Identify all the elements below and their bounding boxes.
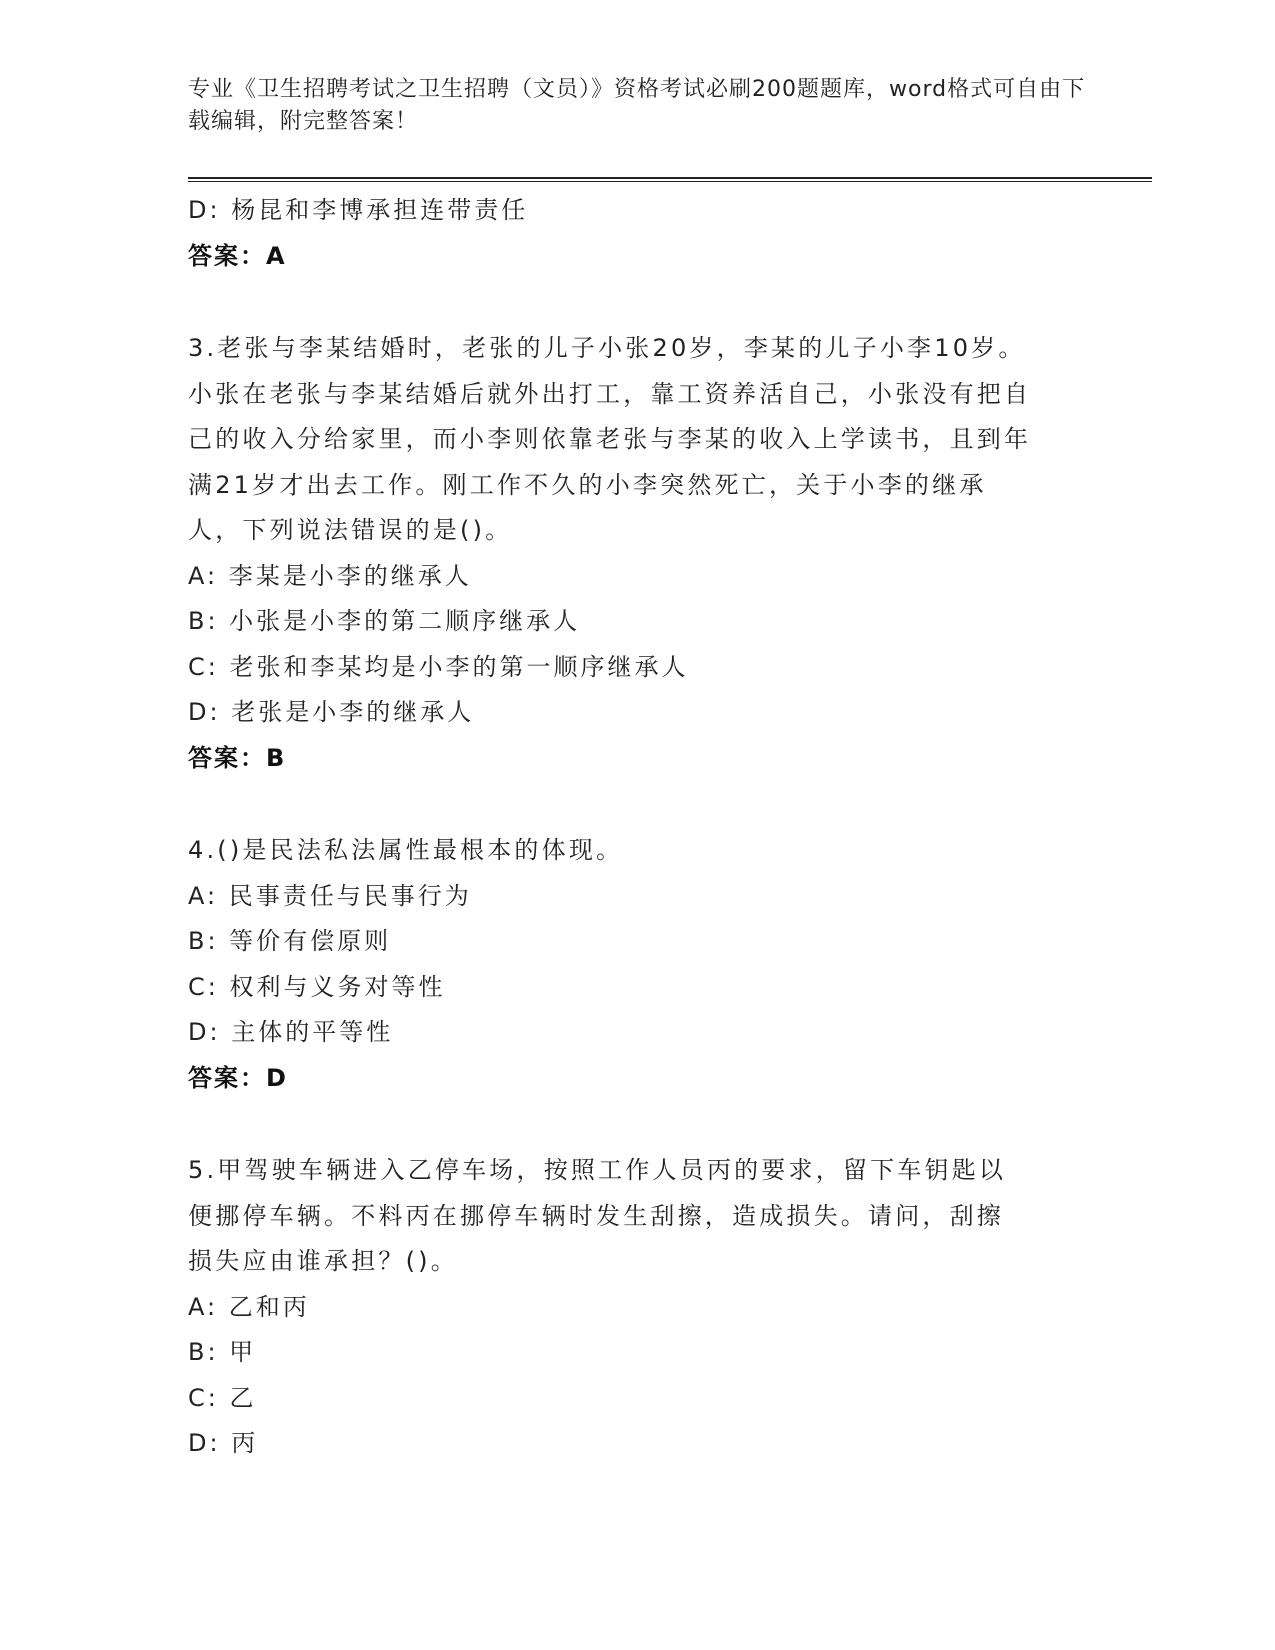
question-spacer: [188, 781, 1088, 828]
option-a: A: 李某是小李的继承人: [188, 561, 472, 590]
header-divider: [188, 177, 1152, 182]
option-d: D: 丙: [188, 1429, 259, 1457]
option-b: B: 等价有偿原则: [188, 927, 392, 955]
page-header-title: 专业《卫生招聘考试之卫生招聘（文员）》资格考试必刷200题题库，word格式可自由下载编辑，附完整答案！: [188, 77, 1086, 134]
question-stem: 3.老张与李某结婚时，老张的儿子小张20岁，李某的儿子小李10岁。小张在老张与李某结婚后就外出打工，靠工资养活自己，小张没有把自己的收入分给家里，而小李则依靠老张与李某的收入上学读书，且到年满21岁才出去工作。刚工作不久的小李突然死亡，关于小李的继承人，下列说法错误的是()。: [188, 334, 1032, 544]
option-a: A: 乙和丙: [188, 1292, 310, 1321]
question-stem: 4.()是民法私法属性最根本的体现。: [188, 836, 624, 864]
option-b: B: 小张是小李的第二顺序继承人: [188, 607, 581, 635]
question-spacer: [188, 1101, 1088, 1148]
option-c: C: 权利与义务对等性: [188, 972, 446, 1001]
answer-line: 答案：B: [188, 743, 287, 772]
answer-line: 答案：D: [188, 1063, 288, 1092]
question-2-tail: [188, 188, 1088, 279]
option-d: D: 老张是小李的继承人: [188, 698, 475, 726]
question-4: [188, 828, 1088, 1101]
option-c: C: 乙: [188, 1383, 257, 1412]
question-stem: 5.甲驾驶车辆进入乙停车场，按照工作人员丙的要求，留下车钥匙以便挪停车辆。不料丙在挪停车辆时发生刮擦，造成损失。请问，刮擦损失应由谁承担？()。: [188, 1156, 1007, 1275]
option-d: D: 杨昆和李博承担连带责任: [188, 196, 529, 224]
option-d: D: 主体的平等性: [188, 1018, 394, 1046]
option-b: B: 甲: [188, 1338, 257, 1366]
question-list: [188, 188, 1088, 1467]
option-a: A: 民事责任与民事行为: [188, 881, 472, 910]
question-3: [188, 326, 1088, 781]
question-5: [188, 1148, 1088, 1467]
question-spacer: [188, 279, 1088, 326]
answer-line: 答案：A: [188, 241, 287, 270]
option-c: C: 老张和李某均是小李的第一顺序继承人: [188, 652, 689, 681]
